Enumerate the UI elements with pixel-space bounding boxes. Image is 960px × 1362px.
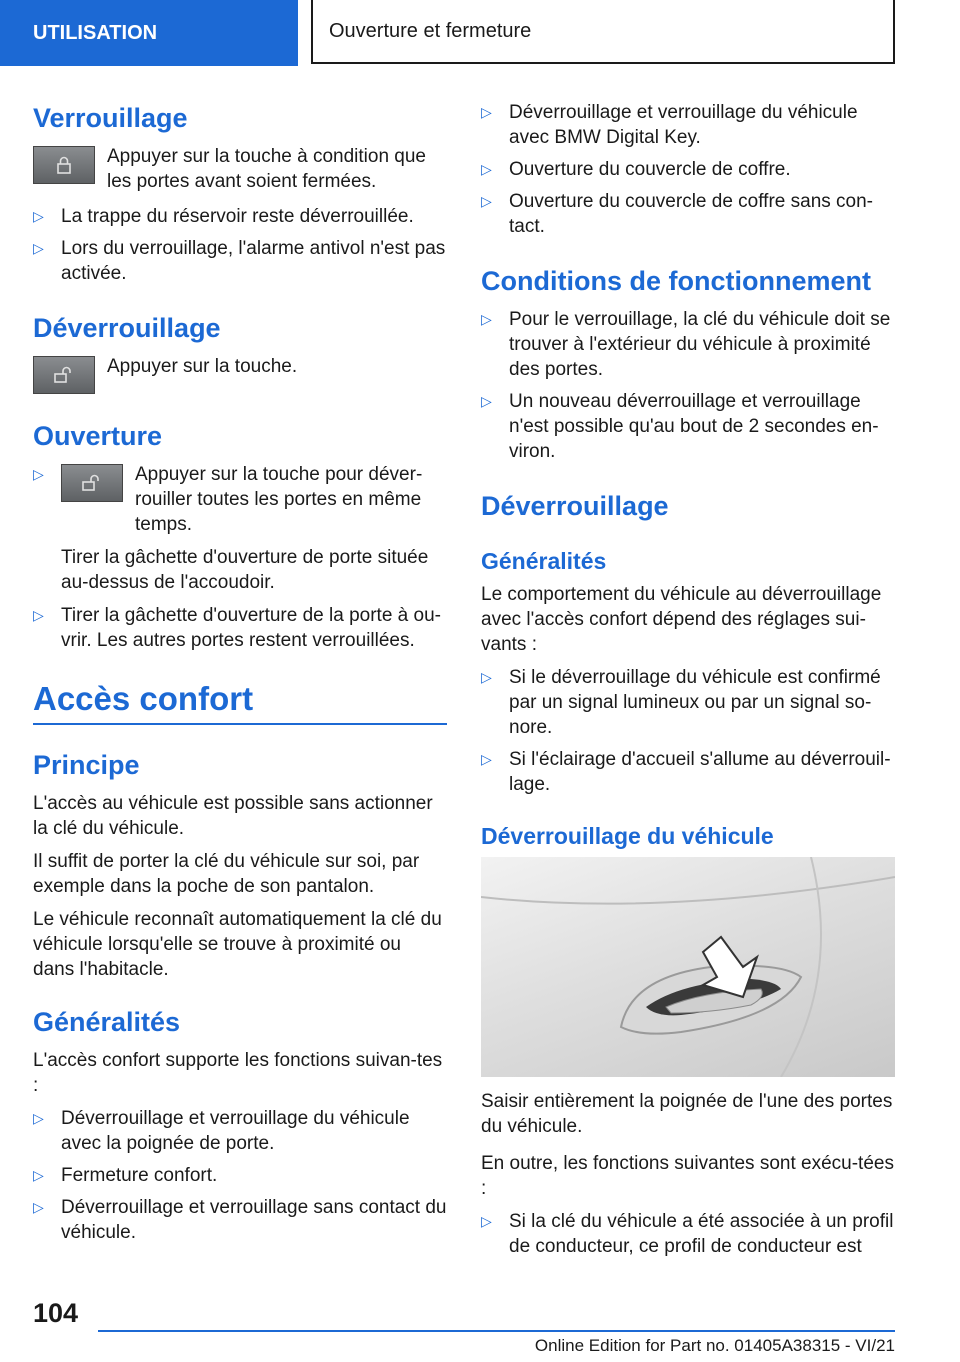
list-item: ▷ Pour le verrouillage, la clé du véhicule doit se trouver à l'extérieur du véhicule à proximité des portes. xyxy=(481,309,891,380)
unlock-button-icon xyxy=(33,356,95,394)
bullet-icon: ▷ xyxy=(481,104,492,120)
list-item: ▷ Déverrouillage et verrouillage du véhicule avec BMW Digital Key. xyxy=(481,102,858,148)
list-item: ▷ Ouverture du couvercle de coffre. xyxy=(481,159,791,180)
list-item: ▷ Tirer la gâchette d'ouverture de la porte à ou-vrir. Les autres portes restent verrouillées. xyxy=(33,605,441,651)
paragraph: L'accès confort supporte les fonctions suivan-tes : xyxy=(33,1050,443,1096)
page-number: 104 xyxy=(33,1298,79,1328)
list-item: ▷ Déverrouillage et verrouillage sans contact du véhicule. xyxy=(33,1197,447,1243)
left-column xyxy=(33,100,447,1255)
lock-button-row xyxy=(33,144,447,194)
right-column xyxy=(481,100,895,1269)
bullet-icon: ▷ xyxy=(481,669,492,685)
bullet-icon: ▷ xyxy=(481,751,492,767)
bullet-icon: ▷ xyxy=(33,240,44,256)
chapter-title: Ouverture et fermeture xyxy=(311,0,895,64)
footer-divider xyxy=(98,1330,895,1332)
lock-button-icon xyxy=(33,146,95,184)
dev-vehicule-list xyxy=(481,1209,895,1259)
generalites-right-list xyxy=(481,665,895,797)
ouverture-subtext: Tirer la gâchette d'ouverture de porte située au-dessus de l'accoudoir. xyxy=(61,547,429,593)
paragraph: Le comportement du véhicule au déverrouillage avec l'accès confort dépend des réglages sui-vants : xyxy=(481,584,882,655)
list-item: ▷ Lors du verrouillage, l'alarme antivol n'est pas activée. xyxy=(33,238,446,284)
unlock-button-row xyxy=(33,354,447,394)
list-item: ▷ Fermeture confort. xyxy=(33,1165,218,1186)
paragraph: En outre, les fonctions suivantes sont exécu-tées : xyxy=(481,1153,894,1199)
heading-acces-confort: Accès confort xyxy=(33,677,447,725)
bullet-icon: ▷ xyxy=(33,607,44,623)
list-item: ▷ Ouverture du couvercle de coffre sans con-tact. xyxy=(481,191,874,237)
page-header xyxy=(0,0,960,66)
ouverture-list xyxy=(33,462,447,653)
list-item: ▷ Si l'éclairage d'accueil s'allume au déverrouil-lage. xyxy=(481,749,891,795)
bullet-icon: ▷ xyxy=(481,193,492,209)
unlock-instruction: Appuyer sur la touche. xyxy=(107,356,298,377)
bullet-icon: ▷ xyxy=(33,1199,44,1215)
bullet-icon: ▷ xyxy=(481,311,492,327)
top-list xyxy=(481,100,895,239)
list-item: ▷ La trappe du réservoir reste déverrouillée. xyxy=(33,206,414,227)
bullet-icon: ▷ xyxy=(481,1213,492,1229)
conditions-list xyxy=(481,307,895,464)
heading-generalites-right: Généralités xyxy=(481,548,607,574)
heading-generalites: Généralités xyxy=(33,1007,181,1037)
heading-conditions: Conditions de fonctionnement xyxy=(481,266,871,296)
section-tab: UTILISATION xyxy=(0,0,298,66)
door-handle-photo xyxy=(481,857,895,1077)
bullet-icon: ▷ xyxy=(33,208,44,224)
generalites-list xyxy=(33,1106,447,1245)
lock-instruction: Appuyer sur la touche à condition que les portes avant soient fermées. xyxy=(107,146,426,192)
bullet-icon: ▷ xyxy=(481,393,492,409)
heading-principe: Principe xyxy=(33,750,140,780)
heading-deverrouillage-right: Déverrouillage xyxy=(481,491,669,521)
heading-verrouillage: Verrouillage xyxy=(33,103,188,133)
list-item: ▷ Si le déverrouillage du véhicule est confirmé par un signal lumineux ou par un signal so-nore. xyxy=(481,667,881,738)
list-item: ▷ Si la clé du véhicule a été associée à un profil de conducteur, ce profil de conducteur est xyxy=(481,1211,894,1257)
list-item: ▷ Un nouveau déverrouillage et verrouillage n'est possible qu'au bout de 2 secondes en-viron. xyxy=(481,391,879,462)
heading-deverrouillage: Déverrouillage xyxy=(33,313,221,343)
paragraph: Il suffit de porter la clé du véhicule sur soi, par exemple dans la poche de son pantalon. xyxy=(33,851,420,897)
bullet-icon: ▷ xyxy=(33,1167,44,1183)
paragraph: Saisir entièrement la poignée de l'une des portes du véhicule. xyxy=(481,1091,893,1137)
bullet-icon: ▷ xyxy=(33,1110,44,1126)
heading-ouverture: Ouverture xyxy=(33,421,163,451)
heading-deverrouillage-vehicule: Déverrouillage du véhicule xyxy=(481,823,774,849)
bullet-icon: ▷ xyxy=(33,466,44,482)
paragraph: L'accès au véhicule est possible sans actionner la clé du véhicule. xyxy=(33,793,433,839)
footer-edition: Online Edition for Part no. 01405A38315 - VI/21 xyxy=(534,1336,895,1355)
list-item: ▷ Appuyer sur la touche pour déver-rouiller toutes les portes en même temps. Tirer la gâchette d'ouverture de porte située au-dessus de l'accoudoir. xyxy=(33,462,447,595)
list-item: ▷ Déverrouillage et verrouillage du véhicule avec la poignée de porte. xyxy=(33,1108,410,1154)
paragraph: Le véhicule reconnaît automatiquement la clé du véhicule lorsqu'elle se trouve à proximité ou dans l'habitacle. xyxy=(33,909,442,980)
unlock-button-icon xyxy=(61,464,123,502)
verrouillage-list xyxy=(33,204,447,286)
bullet-icon: ▷ xyxy=(481,161,492,177)
